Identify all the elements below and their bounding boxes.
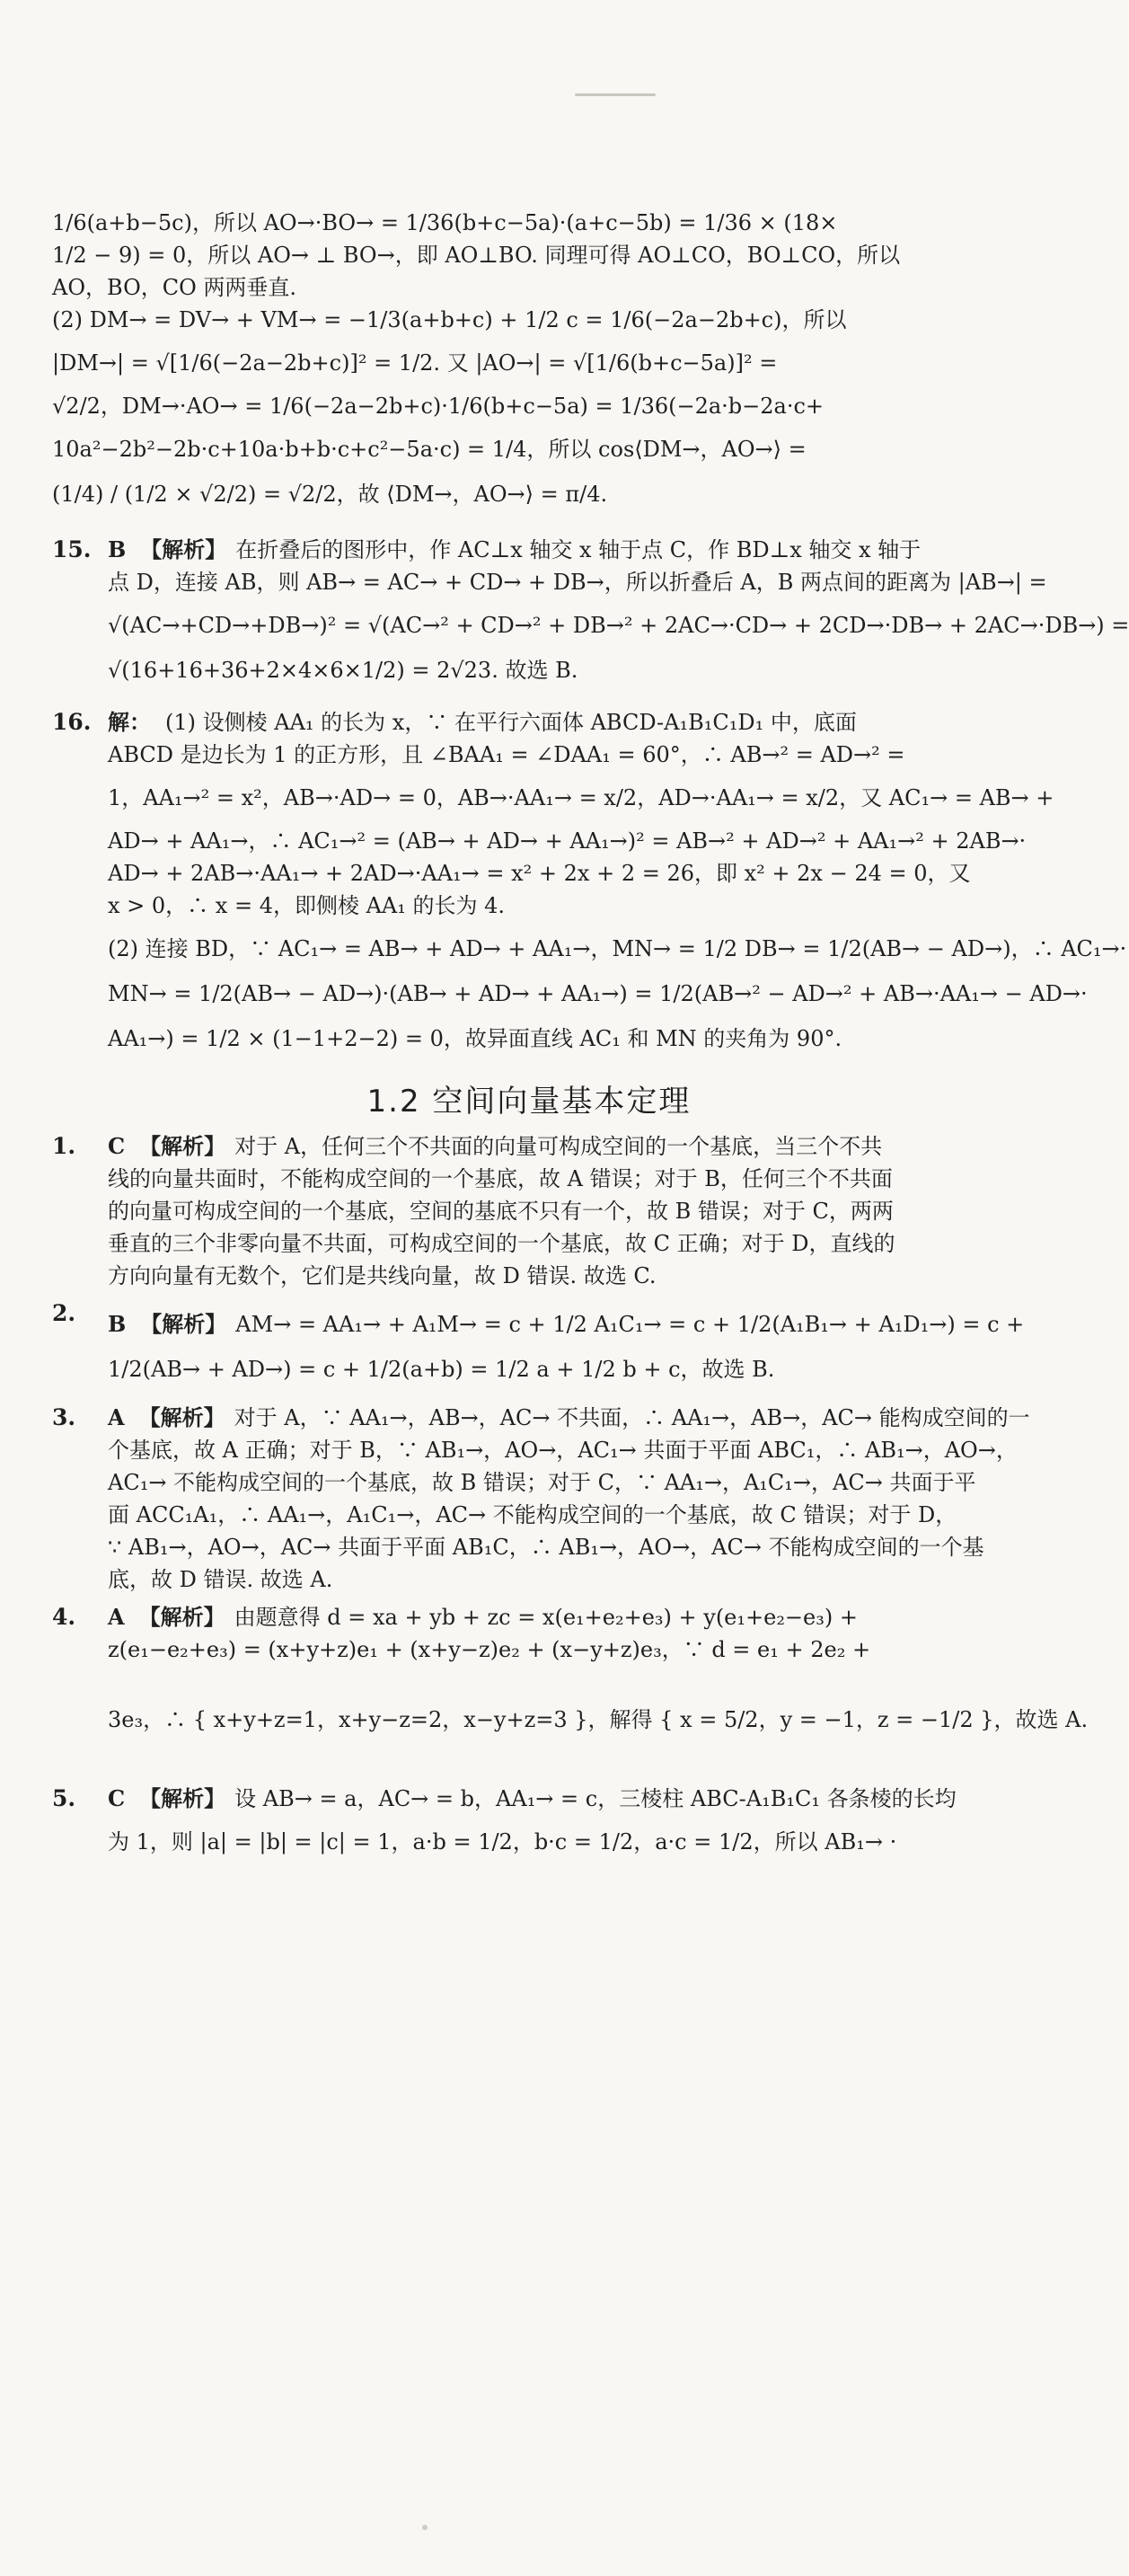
text-line: AC₁→ 不能构成空间的一个基底，故 B 错误；对于 C，∵ AA₁→，A₁C₁→，AC→ 共面于平 — [108, 1470, 976, 1495]
problem-3 — [52, 1402, 1030, 1596]
analysis-tag: 【解析】 — [138, 1604, 225, 1630]
problem-number: 16. — [52, 709, 92, 735]
text-line: 面 ACC₁A₁，∴ AA₁→，A₁C₁→，AC→ 不能构成空间的一个基底，故 C 错误；对于 D， — [108, 1502, 957, 1527]
text-line: x > 0，∴ x = 4，即侧棱 AA₁ 的长为 4. — [108, 893, 506, 918]
text-line: 在折叠后的图形中，作 AC⊥x 轴交 x 轴于点 C，作 BD⊥x 轴交 x 轴于 — [235, 537, 922, 562]
text-line: AA₁→) = 1/2 × (1−1+2−2) = 0，故异面直线 AC₁ 和 MN 的夹角为 90°. — [108, 1026, 842, 1051]
answer-letter: A — [108, 1604, 125, 1630]
problem-body — [108, 706, 1127, 1066]
problem-2 — [52, 1297, 1025, 1396]
problem-body — [108, 1130, 1006, 1292]
problem-body — [108, 1601, 1089, 1774]
problem-body — [108, 534, 1129, 697]
continuation-block — [52, 207, 1006, 512]
answer-letter: C — [108, 1133, 126, 1159]
text-line: 由题意得 d = xa + yb + zc = x(e₁+e₂+e₃) + y(e₁+e₂−e₃) + — [234, 1605, 858, 1630]
text-line: (1/4) / (1/2 × √2/2) = √2/2，故 ⟨DM→，AO→⟩ = π/4. — [52, 482, 608, 507]
text-line: 的向量可构成空间的一个基底，空间的基底不只有一个，故 B 错误；对于 C，两两 — [108, 1199, 894, 1224]
problem-number: 2. — [52, 1300, 76, 1326]
text-line: (2) DM→ = DV→ + VM→ = −1/3(a+b+c) + 1/2 c = 1/6(−2a−2b+c)，所以 — [52, 307, 847, 332]
bottom-scan-mark — [422, 2525, 428, 2530]
analysis-tag: 【解析】 — [140, 536, 227, 562]
text-line: 1，AA₁→² = x²，AB→·AD→ = 0，AB→·AA₁→ = x/2，AD→·AA₁→ = x/2，又 AC₁→ = AB→ + — [108, 785, 1054, 810]
text-line: (1) 设侧棱 AA₁ 的长为 x，∵ 在平行六面体 ABCD-A₁B₁C₁D₁ 中，底面 — [165, 710, 857, 735]
analysis-tag: 【解析】 — [139, 1133, 226, 1159]
answer-letter: A — [108, 1404, 125, 1430]
text-line: 对于 A，∵ AA₁→，AB→，AC→ 不共面，∴ AA₁→，AB→，AC→ 能构成空间的一 — [234, 1405, 1030, 1430]
text-line: AO，BO，CO 两两垂直. — [52, 275, 297, 300]
problem-body — [108, 1783, 1006, 1869]
content-column — [52, 207, 1129, 1869]
problem-number: 3. — [52, 1404, 76, 1430]
problem-number: 5. — [52, 1785, 76, 1811]
text-line: 10a²−2b²−2b·c+10a·b+b·c+c²−5a·c) = 1/4，所以 cos⟨DM→，AO→⟩ = — [52, 437, 807, 462]
text-line: 1/2 − 9) = 0，所以 AO→ ⊥ BO→，即 AO⊥BO. 同理可得 AO⊥CO，BO⊥CO，所以 — [52, 243, 901, 268]
analysis-tag: 【解析】 — [140, 1311, 227, 1337]
problem-4 — [52, 1601, 1089, 1774]
text-line: 对于 A，任何三个不共面的向量可构成空间的一个基底，当三个不共 — [234, 1134, 883, 1159]
problem-number: 15. — [52, 536, 92, 562]
equation-system-line: 3e₃，∴ { x+y+z=1，x+y−z=2，x−y+z=3 }，解得 { x = 5/2，y = −1，z = −1/2 }，故选 A. — [108, 1707, 1089, 1732]
text-line: AD→ + 2AB→·AA₁→ + 2AD→·AA₁→ = x² + 2x + 2 = 26，即 x² + 2x − 24 = 0，又 — [108, 861, 971, 886]
text-line: 1/2(AB→ + AD→) = c + 1/2(a+b) = 1/2 a + 1/2 b + c，故选 B. — [108, 1357, 775, 1382]
text-line: ∵ AB₁→，AO→，AC→ 共面于平面 AB₁C，∴ AB₁→，AO→，AC→ 不能构成空间的一个基 — [108, 1535, 984, 1560]
answer-label: 解： — [108, 709, 151, 735]
problem-15 — [52, 534, 1129, 697]
answer-letter: C — [108, 1785, 126, 1811]
analysis-tag: 【解析】 — [138, 1404, 225, 1430]
problem-16 — [52, 706, 1127, 1066]
answer-letter: B — [108, 1311, 127, 1337]
problem-number: 4. — [52, 1604, 76, 1630]
text-line: √(AC→+CD→+DB→)² = √(AC→² + CD→² + DB→² + 2AC→·CD→ + 2CD→·DB→ + 2AC→·DB→) = — [108, 613, 1129, 638]
text-line: AD→ + AA₁→，∴ AC₁→² = (AB→ + AD→ + AA₁→)² = AB→² + AD→² + AA₁→² + 2AB→· — [108, 828, 1027, 854]
text-line: ABCD 是边长为 1 的正方形，且 ∠BAA₁ = ∠DAA₁ = 60°，∴ AB→² = AD→² = — [108, 742, 905, 767]
text-line: 为 1，则 |a| = |b| = |c| = 1，a·b = 1/2，b·c = 1/2，a·c = 1/2，所以 AB₁→ · — [108, 1829, 897, 1855]
text-line: √2/2，DM→·AO→ = 1/6(−2a−2b+c)·1/6(b+c−5a) = 1/36(−2a·b−2a·c+ — [52, 394, 825, 419]
text-line: |DM→| = √[1/6(−2a−2b+c)]² = 1/2. 又 |AO→| = √[1/6(b+c−5a)]² = — [52, 350, 778, 376]
text-line: AM→ = AA₁→ + A₁M→ = c + 1/2 A₁C₁→ = c + 1/2(A₁B₁→ + A₁D₁→) = c + — [235, 1312, 1025, 1337]
text-line: z(e₁−e₂+e₃) = (x+y+z)e₁ + (x+y−z)e₂ + (x−y+z)e₃，∵ d = e₁ + 2e₂ + — [108, 1637, 871, 1662]
text-line: (2) 连接 BD，∵ AC₁→ = AB→ + AD→ + AA₁→，MN→ = 1/2 DB→ = 1/2(AB→ − AD→)，∴ AC₁→· — [108, 936, 1127, 961]
text-line: √(16+16+36+2×4×6×1/2) = 2√23. 故选 B. — [108, 658, 578, 683]
problem-1 — [52, 1130, 1006, 1292]
text-line: 1/6(a+b−5c)，所以 AO→·BO→ = 1/36(b+c−5a)·(a+c−5b) = 1/36 × (18× — [52, 210, 838, 235]
text-line: 点 D，连接 AB，则 AB→ = AC→ + CD→ + DB→，所以折叠后 A，B 两点间的距离为 |AB→| = — [108, 570, 1047, 595]
text-line: MN→ = 1/2(AB→ − AD→)·(AB→ + AD→ + AA₁→) = 1/2(AB→² − AD→² + AB→·AA₁→ − AD→· — [108, 981, 1088, 1006]
text-line: 个基底，故 A 正确；对于 B，∵ AB₁→，AO→，AC₁→ 共面于平面 ABC₁，∴ AB₁→，AO→， — [108, 1438, 1018, 1463]
problem-body — [108, 1297, 1025, 1396]
text-line: 垂直的三个非零向量不共面，可构成空间的一个基底，故 C 正确；对于 D，直线的 — [108, 1231, 895, 1256]
answer-letter: B — [108, 536, 127, 562]
top-scan-mark — [575, 93, 656, 96]
text-line: 方向向量有无数个，它们是共线向量，故 D 错误. 故选 C. — [108, 1263, 657, 1288]
analysis-tag: 【解析】 — [139, 1785, 226, 1811]
text-line: 线的向量共面时，不能构成空间的一个基底，故 A 错误；对于 B，任何三个不共面 — [108, 1166, 893, 1191]
problem-5 — [52, 1783, 1006, 1869]
section-title: 1.2 空间向量基本定理 — [366, 1084, 692, 1120]
problem-body — [108, 1402, 1030, 1596]
text-line: 设 AB→ = a，AC→ = b，AA₁→ = c，三棱柱 ABC-A₁B₁C₁ 各条棱的长均 — [234, 1786, 957, 1811]
problem-number: 1. — [52, 1133, 76, 1159]
text-line: 底，故 D 错误. 故选 A. — [108, 1567, 333, 1592]
